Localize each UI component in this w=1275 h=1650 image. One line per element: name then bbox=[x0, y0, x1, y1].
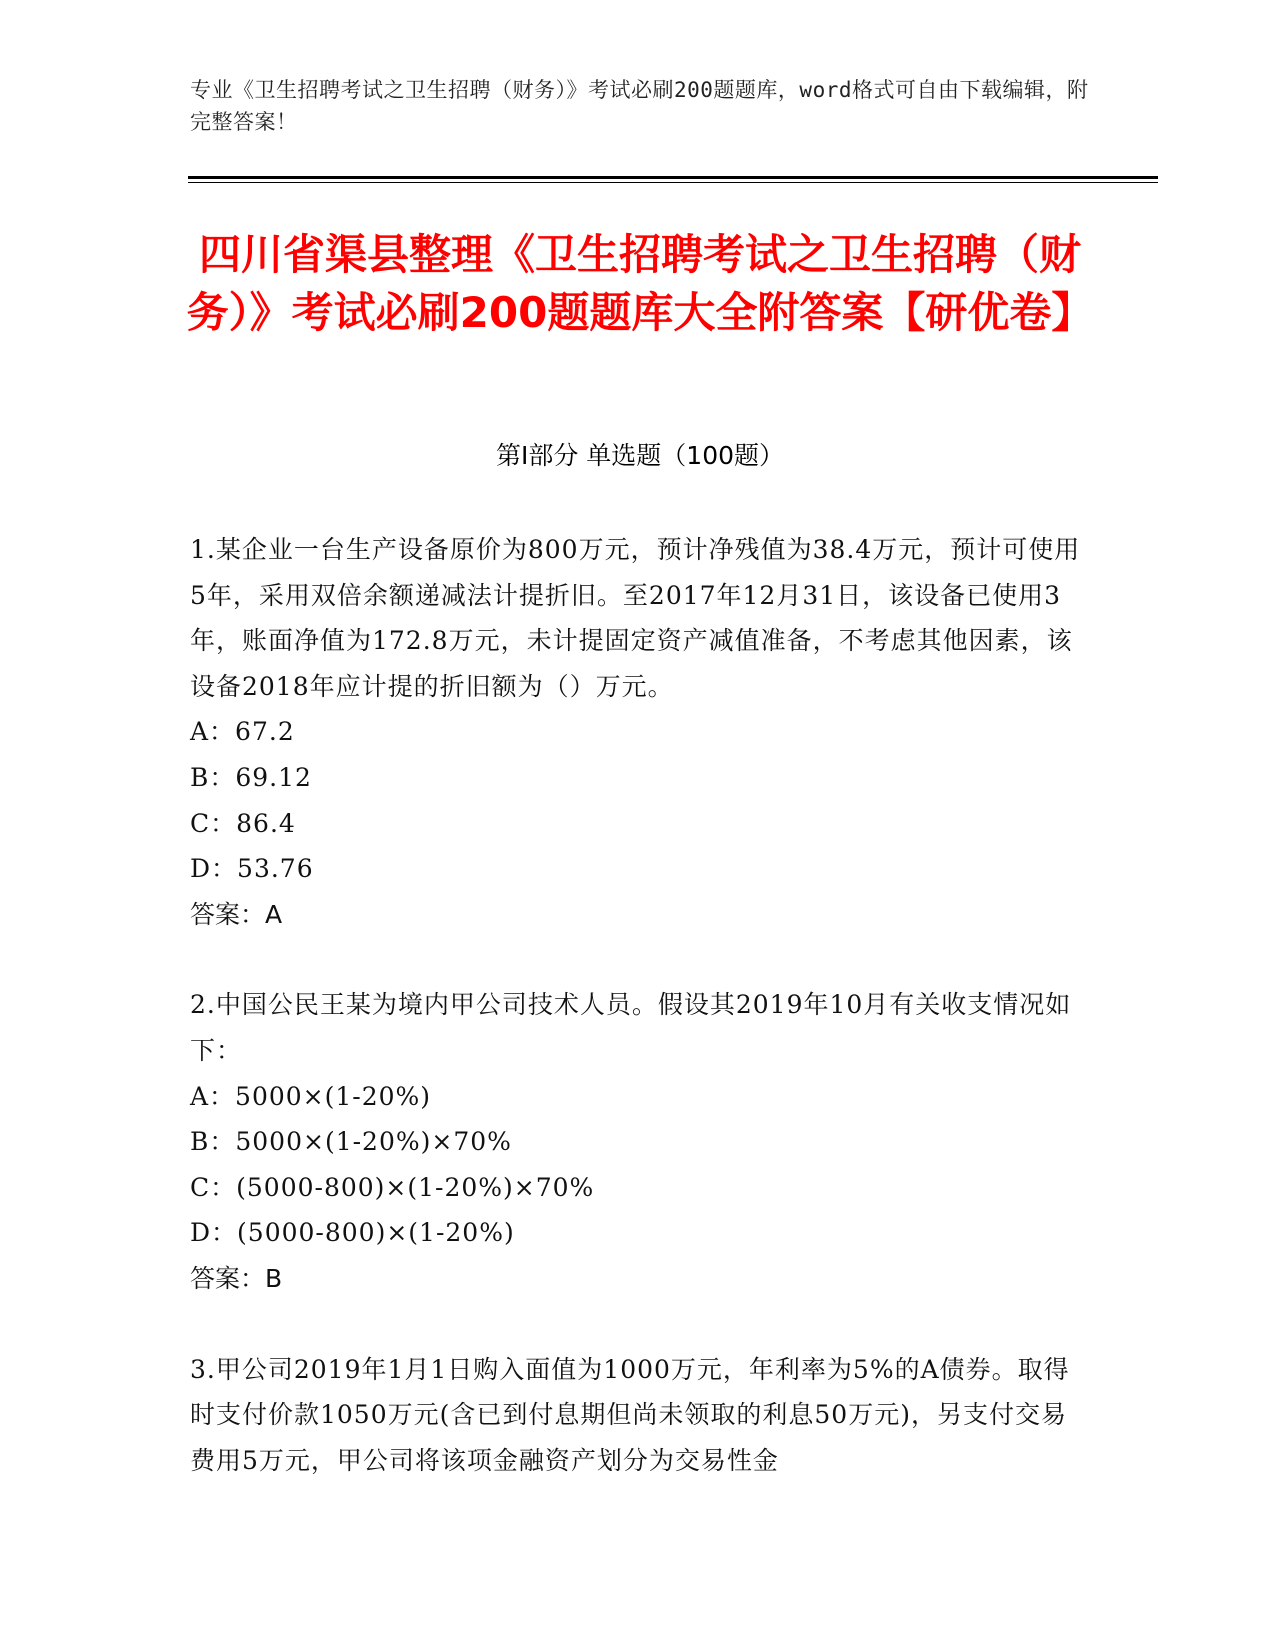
question-spacer bbox=[190, 937, 1090, 982]
question-stem: 2.中国公民王某为境内甲公司技术人员。假设其2019年10月有关收支情况如下： bbox=[190, 990, 1072, 1065]
header-divider-thin bbox=[188, 182, 1158, 183]
question-stem: 3.甲公司2019年1月1日购入面值为1000万元，年利率为5%的A债券。取得时支付价款1050万元(含已到付息期但尚未领取的利息50万元)，另支付交易费用5万元，甲公司将该项金融资产划分为交易性金 bbox=[190, 1354, 1070, 1475]
option-d: D：53.76 bbox=[190, 854, 314, 884]
header-divider-thick bbox=[188, 176, 1158, 179]
option-c: C：86.4 bbox=[190, 808, 296, 838]
answer-line: 答案：A bbox=[190, 899, 283, 929]
option-a: A：5000×(1-20%) bbox=[190, 1081, 432, 1111]
question-1 bbox=[190, 527, 1090, 937]
question-stem: 1.某企业一台生产设备原价为800万元，预计净残值为38.4万元，预计可使用5年，采用双倍余额递减法计提折旧。至2017年12月31日，该设备已使用3年，账面净值为172.8万元，未计提固定资产减值准备，不考虑其他因素，该设备2018年应计提的折旧额为（）万元。 bbox=[190, 535, 1081, 701]
option-d: D：(5000-800)×(1-20%) bbox=[190, 1218, 515, 1248]
option-c: C：(5000-800)×(1-20%)×70% bbox=[190, 1172, 595, 1202]
answer-line: 答案：B bbox=[190, 1263, 283, 1293]
question-spacer bbox=[190, 1302, 1090, 1347]
option-b: B：69.12 bbox=[190, 762, 312, 792]
question-2 bbox=[190, 982, 1090, 1301]
document-title: 四川省渠县整理《卫生招聘考试之卫生招聘（财务）》考试必刷200题题库大全附答案【研优卷】 bbox=[186, 230, 1094, 337]
option-a: A：67.2 bbox=[190, 717, 295, 747]
header-note: 专业《卫生招聘考试之卫生招聘（财务）》考试必刷200题题库，word格式可自由下载编辑，附完整答案！ bbox=[190, 78, 1089, 134]
option-b: B：5000×(1-20%)×70% bbox=[190, 1127, 512, 1157]
question-3 bbox=[190, 1347, 1090, 1484]
section-title: 第I部分 单选题（100题） bbox=[495, 441, 785, 470]
question-list bbox=[190, 527, 1090, 1483]
